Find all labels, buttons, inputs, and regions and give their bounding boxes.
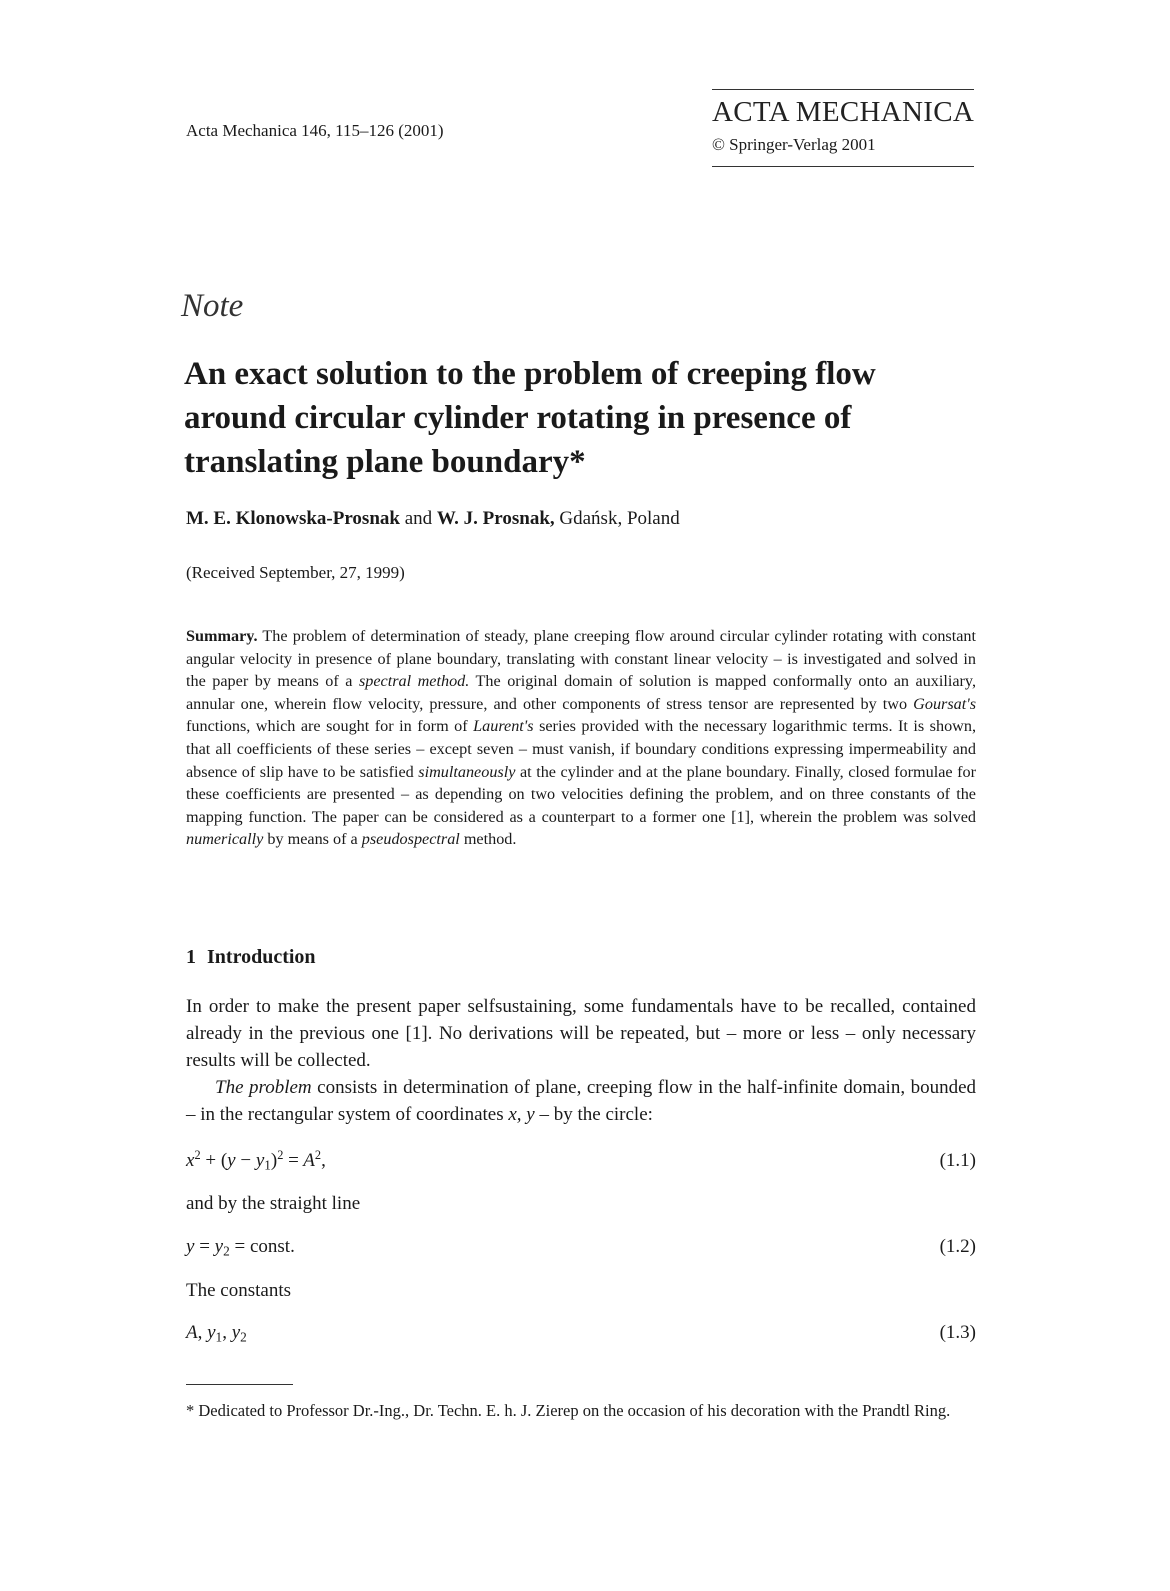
abstract-text: series provided with the necessary logarithmic terms. It is shown, that all coefficients of these series – except seven – must vanish, if boundary conditions expressing impermeability and absence of slip have to be satisfied	[186, 717, 977, 781]
article-title: An exact solution to the problem of creeping flow around circular cylinder rotating in presence of translating plane boundary*	[184, 356, 876, 480]
abstract-text: by means of a	[267, 830, 358, 849]
section-heading	[186, 946, 316, 969]
footnote-rule	[186, 1384, 293, 1385]
paragraph-text: consists in determination of plane, creeping flow in the half-infinite domain, bounded – in the rectangular system of coordinates	[186, 1077, 977, 1125]
abstract-label: Summary.	[186, 627, 258, 645]
author-affiliation: Gdańsk, Poland	[559, 508, 680, 529]
paragraph	[186, 1074, 976, 1128]
paragraph-emphasis: The problem	[215, 1077, 312, 1098]
equation-expression: A, $y_1$, $y_2$	[186, 1322, 247, 1345]
equation-1-2	[186, 1236, 976, 1264]
equation-1-1	[186, 1150, 976, 1178]
paragraph-text: The constants	[186, 1280, 292, 1301]
abstract-emphasis: Laurent's	[473, 717, 534, 736]
equation-number: (1.1)	[939, 1150, 976, 1171]
abstract-emphasis: spectral method.	[358, 672, 470, 691]
journal-name: ACTA MECHANICA	[712, 96, 975, 128]
math-variables: x, y	[508, 1104, 535, 1125]
equation-expression: $y = y_2$ = const.	[186, 1236, 295, 1259]
copyright-notice: © Springer-Verlag 2001	[712, 135, 876, 154]
author-line	[186, 508, 680, 530]
equation-number: (1.3)	[939, 1322, 976, 1343]
footnote: * Dedicated to Professor Dr.-Ing., Dr. Techn. E. h. J. Zierep on the occasion of his decoration with the Prandtl Ring.	[186, 1401, 951, 1420]
received-date: (Received September, 27, 1999)	[186, 563, 405, 582]
equation-number: (1.2)	[939, 1236, 976, 1257]
abstract-text: method.	[463, 830, 517, 849]
paragraph-text: – by the circle:	[539, 1104, 653, 1125]
equation-1-3	[186, 1322, 976, 1350]
equation-constant: const.	[249, 1236, 295, 1257]
paragraph: In order to make the present paper selfsustaining, some fundamentals have to be recalled, contained already in the previous one [1]. No derivations will be repeated, but – more or less – only necessary results will be collected.	[186, 996, 976, 1071]
abstract-text: The original domain of solution is mapped conformally onto an auxiliary, annular one, wherein flow velocity, pressure, and other components of stress tensor are represented by two	[186, 672, 977, 713]
section-number: 1	[186, 946, 196, 968]
abstract-emphasis: numerically	[186, 830, 264, 849]
abstract-emphasis: Goursat's	[913, 694, 977, 713]
equation-expression: $x^2 + (y - y_1)^2 = A^2$,	[186, 1148, 326, 1173]
paragraph-text: and by the straight line	[186, 1193, 361, 1214]
author-name: M. E. Klonowska-Prosnak	[186, 508, 400, 529]
abstract-emphasis: simultaneously	[418, 762, 516, 781]
abstract-text: The problem of determination of steady, plane creeping flow around circular cylinder rotating with constant angular velocity in presence of plane boundary, translating with constant linear velocity – is investigated and solved in the paper by means of a	[186, 627, 977, 691]
header-rule-bottom	[712, 166, 974, 167]
journal-citation: Acta Mechanica 146, 115–126 (2001)	[186, 121, 444, 140]
section-title: Introduction	[207, 946, 316, 968]
abstract	[186, 625, 976, 851]
author-name: W. J. Prosnak,	[436, 508, 555, 529]
article-type-label: Note	[181, 288, 244, 324]
header-rule-top	[712, 89, 974, 90]
abstract-text: functions, which are sought for in form of	[186, 717, 468, 736]
abstract-emphasis: pseudospectral	[361, 830, 460, 849]
abstract-text: at the cylinder and at the plane boundary. Finally, closed formulae for these coefficients are presented – as depending on two velocities defining the problem, and on three constants of the mapping function. The paper can be considered as a counterpart to a former one [1], wherein the problem was solved	[186, 762, 976, 826]
author-conjunction: and	[404, 508, 433, 529]
